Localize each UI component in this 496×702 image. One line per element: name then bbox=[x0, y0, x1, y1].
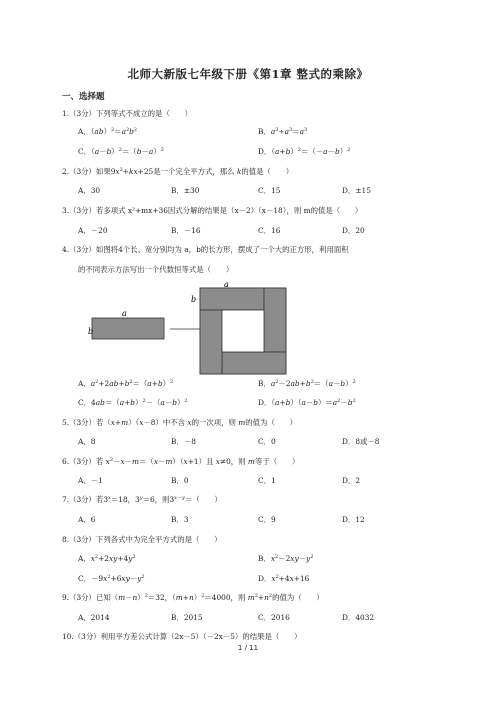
question-3-stem: 3.（3分）若多项式 x²+mx+36因式分解的结果是（x－2）（x－18），则 m的值是（ ） bbox=[62, 206, 363, 215]
question-8-option-c: C．$-9x^2+6xy-y^2$ bbox=[78, 574, 145, 583]
question-7-option-d: D．12 bbox=[342, 515, 365, 524]
question-2-option-d: D．±15 bbox=[342, 186, 371, 195]
question-1-stem: 1.（3分）下列等式不成立的是（ ） bbox=[62, 109, 193, 118]
question-2-option-c: C．15 bbox=[258, 186, 281, 195]
question-7-stem: 7.（3分）若$3^x=18$，$3^y=6$，则$3^{x-y}=$（ ） bbox=[62, 495, 222, 504]
question-1-option-d: D．$(a+b)^2=(-a-b)^2$ bbox=[258, 147, 351, 156]
question-9-option-b: B．2015 bbox=[171, 613, 203, 622]
question-6-stem: 6.（3分）若 $x^2-x-m=(x-m)(x+1)$且 x≠0，则 m等于（ ） bbox=[62, 457, 300, 466]
question-3-option-a: A．－20 bbox=[78, 226, 108, 235]
question-3-option-d: D．20 bbox=[342, 226, 365, 235]
question-6-option-b: B．0 bbox=[171, 476, 189, 485]
figure-label-b-big: b bbox=[191, 295, 197, 304]
question-5-stem: 5.（3分）若（x+m）（x－8）中不含 x的一次项，则 m的值为（ ） bbox=[62, 418, 298, 427]
figure-label-a-big: a bbox=[224, 280, 229, 289]
figure-small-rectangle bbox=[92, 318, 164, 339]
question-1-option-b: B．$a^3\div a^3=a^3$ bbox=[258, 127, 308, 136]
question-3-option-b: B．－16 bbox=[171, 226, 201, 235]
question-5-option-d: D．8或－8 bbox=[342, 437, 380, 446]
figure-right-rectangle bbox=[264, 288, 286, 352]
question-4-stem-line-2: 的不同表示方法写出一个代数恒等式是（ ） bbox=[78, 265, 234, 274]
question-2-option-a: A．30 bbox=[78, 186, 101, 195]
question-4-option-a: A．$a^2+2ab+b^2=(a+b)^2$ bbox=[78, 379, 174, 388]
question-6-option-a: A．－1 bbox=[78, 476, 103, 485]
figure-label-b-small: b bbox=[88, 327, 94, 336]
question-2-stem: 2.（3分）如果$9x^2+kx+25$是一个完全平方式，那么 k的值是（ ） bbox=[62, 167, 294, 176]
question-4-option-b: B．$a^2-2ab+b^2=(a-b)^2$ bbox=[258, 379, 356, 388]
question-4-option-c: C．$4ab=(a+b)^2-(a-b)^2$ bbox=[78, 398, 188, 407]
figure-bottom-rectangle bbox=[222, 352, 286, 374]
question-9-stem: 9.（3分）已知$(m-n)^2=32$，$(m+n)^2=4000$，则 $m^2+n^2$的值为（ ） bbox=[62, 593, 324, 602]
page-number: 1 / 11 bbox=[237, 644, 259, 652]
document-title: 北师大新版七年级下册《第1章 整式的乘除》 bbox=[127, 67, 369, 81]
question-5-option-b: B．－8 bbox=[171, 437, 196, 446]
figure-top-rectangle bbox=[200, 288, 264, 310]
question-1-option-c: C．$(a-b)^2=(b-a)^2$ bbox=[78, 147, 164, 156]
question-9-option-a: A．2014 bbox=[78, 613, 110, 622]
figure-left-rectangle bbox=[200, 310, 222, 374]
figure-label-a-small: a bbox=[122, 309, 127, 318]
figure-center-square bbox=[222, 310, 264, 352]
question-8-stem: 8.（3分）下列各式中为完全平方式的是（ ） bbox=[62, 535, 222, 544]
question-4-stem-line-1: 4.（3分）如图将4个长、宽分别均为 a，b的长方形，摆成了一个大的正方形，利用面积 bbox=[62, 245, 349, 254]
question-5-option-a: A．8 bbox=[78, 437, 96, 446]
question-8-option-b: B．$x^2-2xy-y^2$ bbox=[258, 554, 314, 563]
section-heading: 一、选择题 bbox=[62, 92, 105, 102]
question-1-option-a: A．$(ab)^2=a^2b^2$ bbox=[78, 127, 138, 136]
question-9-option-c: C．2016 bbox=[258, 613, 290, 622]
question-7-option-a: A．6 bbox=[78, 515, 96, 524]
question-6-option-c: C．1 bbox=[258, 476, 276, 485]
question-6-option-d: D．2 bbox=[342, 476, 361, 485]
question-8-option-a: A．$x^2+2xy+4y^2$ bbox=[78, 554, 136, 563]
question-9-option-d: D．4032 bbox=[342, 613, 375, 622]
question-4-option-d: D．$(a+b)(a-b)=a^2-b^2$ bbox=[258, 398, 356, 407]
question-7-option-c: C．9 bbox=[258, 515, 276, 524]
question-7-option-b: B．3 bbox=[171, 515, 189, 524]
question-8-option-d: D．$x^2+4x+16$ bbox=[258, 574, 310, 583]
question-3-option-c: C．16 bbox=[258, 226, 281, 235]
question-2-option-b: B．±30 bbox=[171, 186, 200, 195]
question-4-figure bbox=[86, 280, 296, 382]
question-5-option-c: C．0 bbox=[258, 437, 276, 446]
question-10-stem: 10.（3分）利用平方差公式计算（2x－5）（－2x－5）的结果是（ ） bbox=[62, 632, 302, 641]
